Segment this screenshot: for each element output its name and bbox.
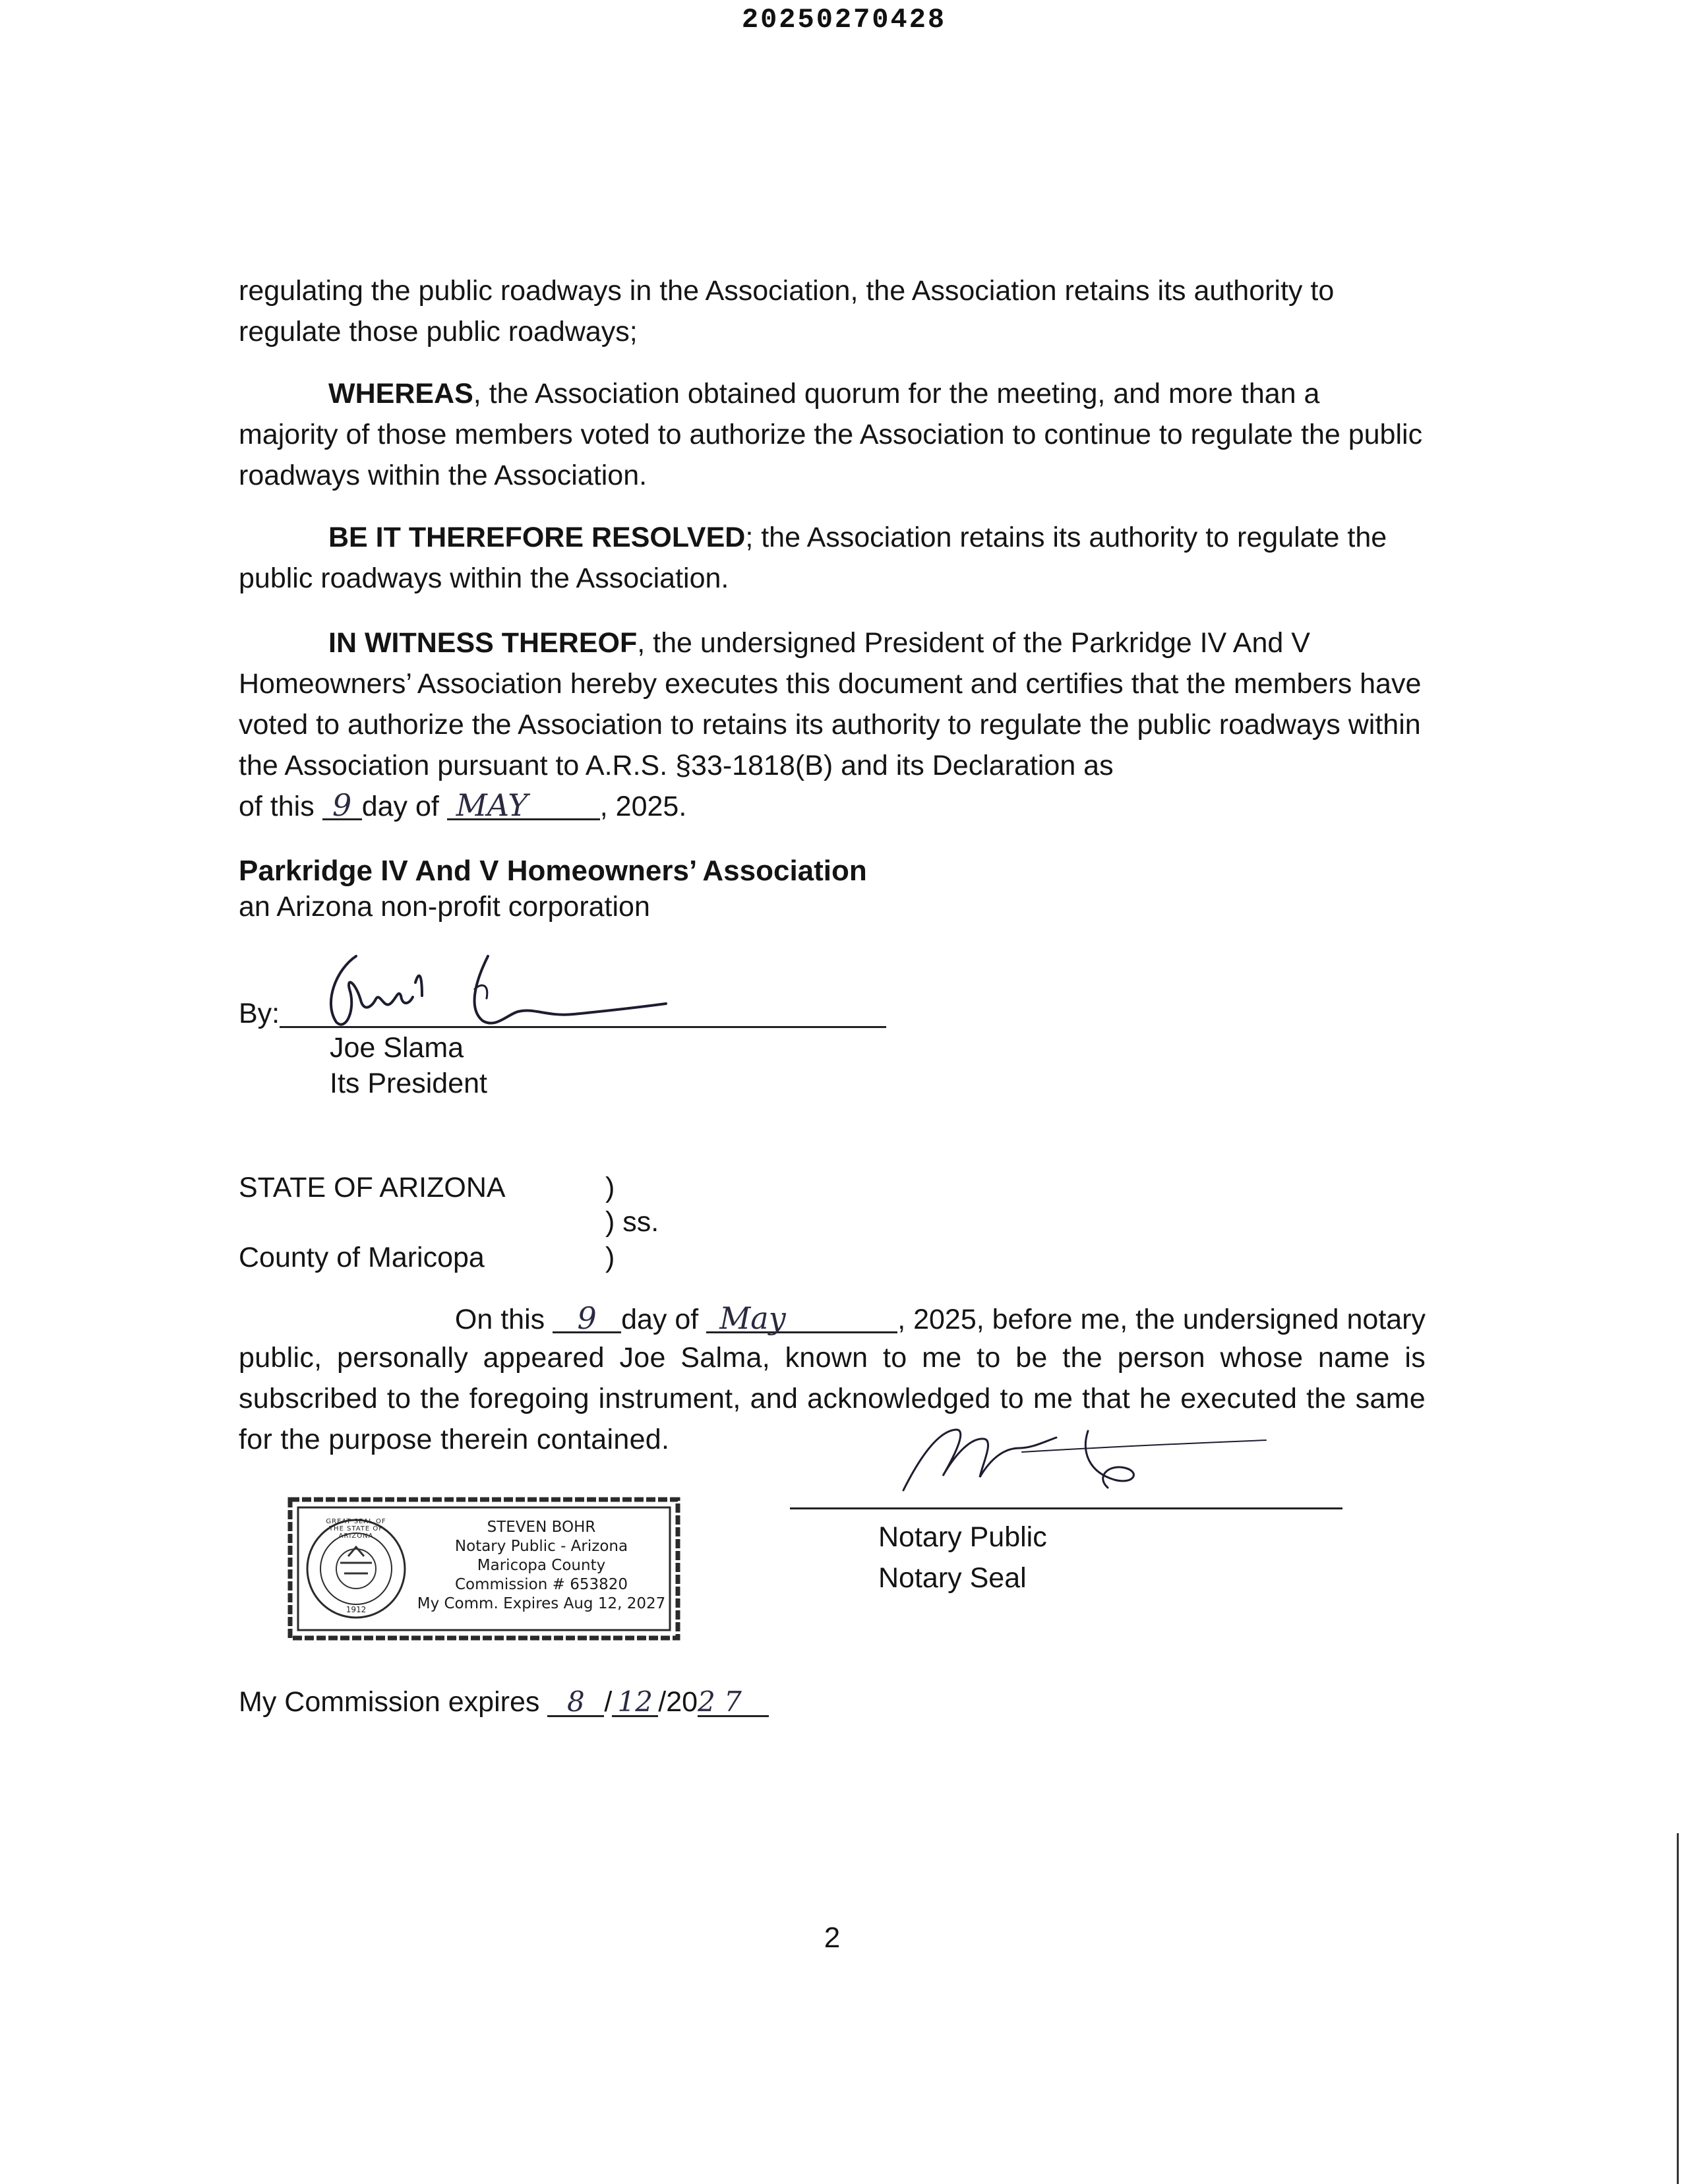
resolved-heading: BE IT THEREFORE RESOLVED: [328, 522, 746, 553]
paragraph-whereas: [239, 373, 1426, 496]
commission-year-handwritten: 2 7: [698, 1689, 769, 1717]
notary-public-label: Notary Public: [878, 1521, 1047, 1553]
by-label: By:: [239, 998, 280, 1029]
commission-label: My Commission expires: [239, 1686, 540, 1718]
notary-stamp: [284, 1493, 684, 1645]
ack-month-handwritten: May: [706, 1305, 897, 1333]
stamp-text-block: [413, 1518, 670, 1614]
whereas-text: , the Association obtained quorum for the meeting, and more than a majority of those members voted to authorize the Association to continue to regulate the public roadways within the Association.: [239, 378, 1423, 491]
witness-day-handwritten: 9: [322, 792, 362, 820]
ack-prefix: On this: [454, 1304, 545, 1335]
stamp-line-3: Maricopa County: [477, 1557, 606, 1574]
witness-date-line: [239, 786, 1162, 827]
whereas-heading: WHEREAS: [328, 378, 473, 410]
stamp-line-5: My Comm. Expires Aug 12, 2027: [417, 1595, 666, 1612]
stamp-line-4: Commission # 653820: [454, 1576, 628, 1593]
notary-signature: [890, 1411, 1279, 1510]
stamp-line-2: Notary Public - Arizona: [454, 1538, 628, 1555]
witness-heading: IN WITNESS THEREOF: [328, 627, 638, 659]
acknowledgment-body: public, personally appeared Joe Salma, known to me to be the person whose name is subscribed to the foregoing instrument, and acknowledged to me that he executed the same for the purpose therein contained.: [239, 1342, 1426, 1455]
witness-date-prefix: of this: [239, 791, 315, 822]
witness-year: , 2025.: [599, 791, 687, 822]
witness-text: , the undersigned President of the Parkridge IV And V Homeowners’ Association hereby executes this document and certifies that the members have voted to authorize the Association to retains its authority to regulate the public roadways within the Association pursuant to A.R.S. §33-1818(B) and its Declaration as: [239, 627, 1422, 781]
venue-county: County of Maricopa: [239, 1242, 485, 1273]
paragraph-witness: [239, 622, 1426, 786]
notary-signature-line: [790, 1507, 1342, 1509]
scan-edge-line: [1677, 1833, 1679, 2184]
venue-paren-open: ): [605, 1172, 615, 1203]
venue-state: STATE OF ARIZONA: [239, 1172, 506, 1203]
ack-day-of: day of: [621, 1304, 699, 1335]
commission-year-prefix: /20: [658, 1686, 698, 1718]
commission-line: My Commission expires 8 / 12 /202 7: [239, 1682, 898, 1722]
venue-paren-close: ): [605, 1242, 615, 1273]
association-type: an Arizona non-profit corporation: [239, 891, 650, 923]
acknowledgment-line-1: [239, 1299, 1426, 1340]
seal-year: 1912: [346, 1605, 367, 1614]
stamp-notary-name: STEVEN BOHR: [487, 1519, 596, 1536]
commission-month-handwritten: 8: [547, 1689, 604, 1717]
resolved-text: ; the Association retains its authority to regulate the public roadways within the Association.: [239, 522, 1387, 594]
ack-day-handwritten: 9: [553, 1305, 621, 1333]
commission-day-handwritten: 12: [612, 1689, 658, 1717]
signer-name: Joe Slama: [330, 1032, 464, 1064]
signer-title: Its President: [330, 1068, 487, 1099]
association-name: Parkridge IV And V Homeowners’ Association: [239, 855, 867, 887]
witness-day-of: day of: [361, 791, 439, 822]
paragraph-1: regulating the public roadways in the Association, the Association retains its authority to regulate those public roadways;: [239, 275, 1335, 348]
recording-number: 20250270428: [741, 4, 947, 36]
witness-month-handwritten: MAY: [447, 792, 600, 820]
notary-seal-label: Notary Seal: [878, 1562, 1027, 1594]
ack-rest-line-1: , 2025, before me, the undersigned notary: [897, 1304, 1426, 1335]
seal-text: GREAT SEAL OF THE STATE OF ARIZONA: [326, 1518, 386, 1540]
venue-ss: ) ss.: [605, 1206, 659, 1238]
page-number: 2: [824, 1922, 841, 1954]
paragraph-resolved: [239, 517, 1426, 599]
